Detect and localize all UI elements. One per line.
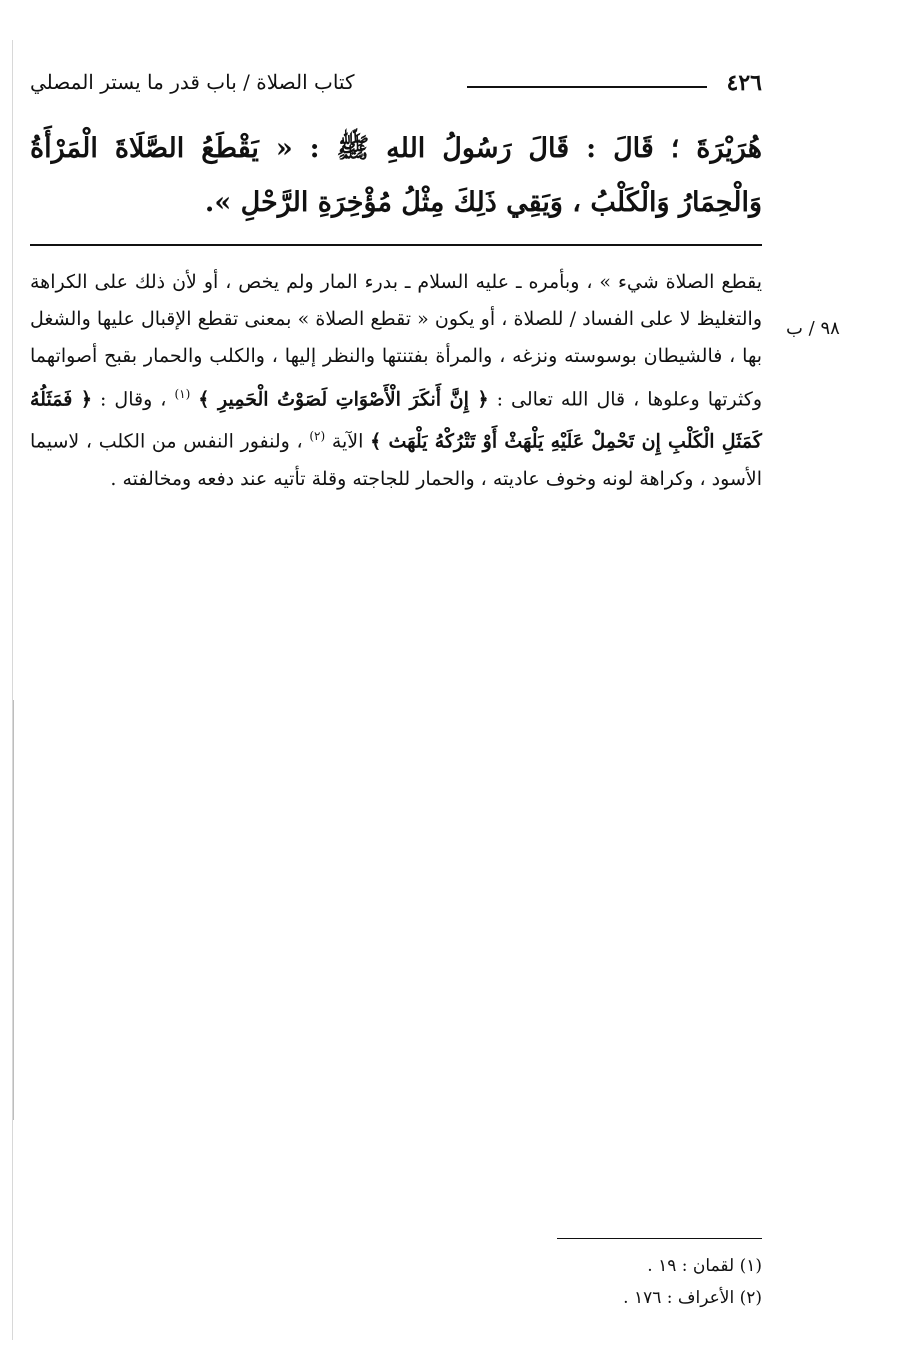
quran-quote-araf: ﴿ فَمَثَلُهُ كَمَثَلِ الْكَلْبِ إِن تَحْمِلْ عَلَيْهِ يَلْهَثْ أَوْ تَتْرُكْهُ يَلْهَث ﴾ <box>30 387 762 453</box>
manuscript-folio-note: ٩٨ / ب <box>786 318 840 339</box>
commentary-text: ، وقال : <box>100 387 167 410</box>
hadith-text: هُرَيْرَةَ ؛ قَالَ : قَالَ رَسُولُ اللهِ ﷺ : « يَقْطَعُ الصَّلَاةَ الْمَرْأَةُ وَالْحِمَارُ وَالْكَلْبُ ، وَيَقِي ذَلِكَ مِثْلُ مُؤْخِرَةِ الرَّحْلِ ». <box>30 133 762 218</box>
separator-rule <box>30 244 762 246</box>
commentary-text: الآية <box>331 430 364 453</box>
footnote-ref-2: (٢) <box>309 429 326 444</box>
quran-quote-luqman: ﴿ إِنَّ أَنكَرَ الْأَصْوَاتِ لَصَوْتُ الْحَمِيرِ ﴾ <box>198 387 489 410</box>
commentary-text: يقطع الصلاة شيء » ، وبأمره ـ عليه السلام ـ بدرء المار ولم يخص ، أو لأن ذلك على الكراهة والتغليظ لا على الفساد / للصلاة ، أو يكون « تقطع الصلاة » بمعنى تقطع الإقبال عليها والشغل بها ، فالشيطان بوسوسته ونزغه ، والمرأة بفتنتها والنظر إليها ، والكلب والحمار بقبح أصواتهما وكثرتها وعلوها ، قال الله تعالى : <box>30 271 762 410</box>
footnote-1: (١) لقمان : ١٩ . <box>647 1256 762 1276</box>
footnotes <box>462 1250 762 1314</box>
footnote-rule <box>557 1238 762 1239</box>
page-header <box>30 70 762 106</box>
commentary-text: ، ولنفور النفس من الكلب ، لاسيما الأسود ، وكراهة لونه وخوف عاديته ، والحمار للجاجته وقلة تأتيه عند دفعه ومخالفته . <box>30 430 762 490</box>
commentary-block <box>30 264 762 498</box>
footnote-2: (٢) الأعراف : ١٧٦ . <box>623 1288 762 1308</box>
page-edge-line <box>12 40 13 1340</box>
header-rule <box>467 86 707 88</box>
page-number: ٤٢٦ <box>726 70 762 96</box>
footnote-ref-1: (١) <box>174 386 191 401</box>
running-title: كتاب الصلاة / باب قدر ما يستر المصلي <box>30 70 355 94</box>
page-edge-shadow <box>13 700 14 1120</box>
commentary-paragraph <box>30 264 762 498</box>
